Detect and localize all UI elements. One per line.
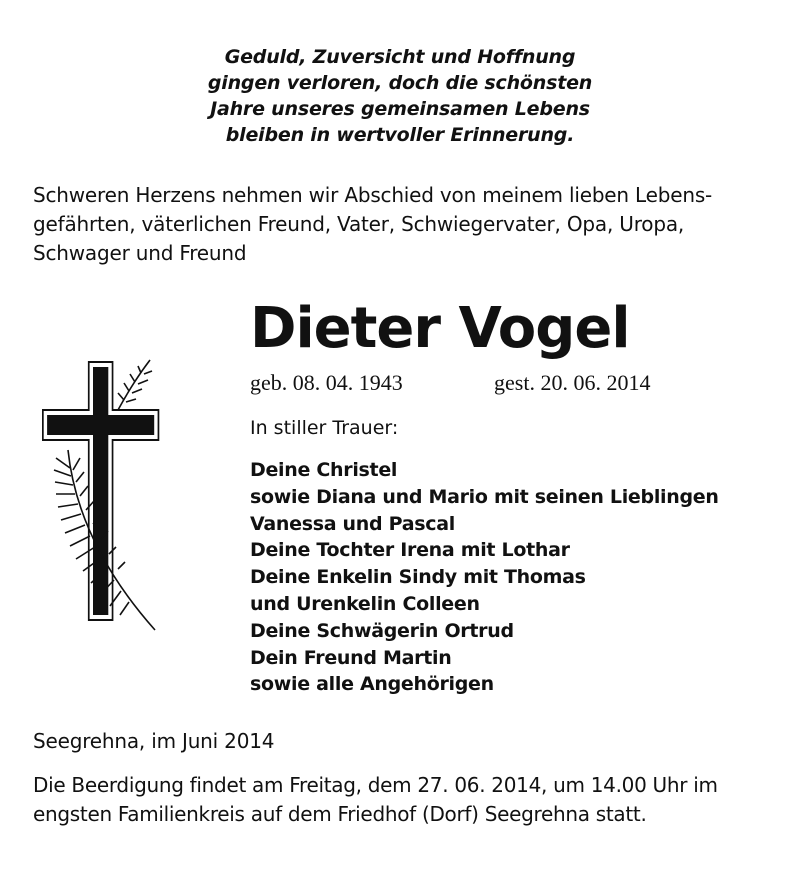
deceased-name: Dieter Vogel xyxy=(250,296,630,361)
mourner-line: sowie alle Angehörigen xyxy=(250,673,494,696)
mourner-line: Deine Enkelin Sindy mit Thomas xyxy=(250,566,586,589)
intro-line: Schwager und Freund xyxy=(33,241,247,265)
intro-line xyxy=(33,181,773,210)
place-and-date: Seegrehna, im Juni 2014 xyxy=(33,729,275,753)
intro-line: gefährten, väterlichen Freund, Vater, Schwiegervater, Opa, Uropa, xyxy=(33,212,685,236)
mourner-line: Deine Tochter Irena mit Lothar xyxy=(250,539,570,562)
motto-line: bleiben in wertvoller Erinnerung. xyxy=(225,124,575,146)
mourner-line: Deine Schwägerin Ortrud xyxy=(250,619,514,642)
cross-with-palm-branch-icon xyxy=(40,358,160,633)
motto-line: Geduld, Zuversicht und Hoffnung xyxy=(224,46,576,68)
death-date: gest. 20. 06. 2014 xyxy=(494,370,651,395)
mourning-heading: In stiller Trauer: xyxy=(250,417,399,439)
birth-date: geb. 08. 04. 1943 xyxy=(250,370,403,395)
mourner-list xyxy=(250,457,719,698)
intro-text xyxy=(33,181,773,268)
mourner-line: und Urenkelin Colleen xyxy=(250,592,480,615)
mourner-line: Deine Christel xyxy=(250,459,398,481)
funeral-line: Die Beerdigung findet am Freitag, dem 27. 06. 2014, um 14.00 Uhr im xyxy=(33,773,718,797)
mourner-line: sowie Diana und Mario mit seinen Lieblingen xyxy=(250,485,719,508)
motto-line: Jahre unseres gemeinsamen Lebens xyxy=(210,98,590,120)
motto-quote xyxy=(0,44,800,148)
palm-branch-upper xyxy=(118,360,152,410)
intro-line-text: Schweren Herzens nehmen wir Abschied von meinem lieben Lebens- xyxy=(33,183,713,207)
motto-line: gingen verloren, doch die schönsten xyxy=(207,72,593,94)
funeral-line: engsten Familienkreis auf dem Friedhof (Dorf) Seegrehna statt. xyxy=(33,802,647,826)
mourner-line: Dein Freund Martin xyxy=(250,646,452,669)
mourner-line: Vanessa und Pascal xyxy=(250,512,455,535)
funeral-notice xyxy=(33,771,718,829)
cross-body xyxy=(47,367,154,615)
